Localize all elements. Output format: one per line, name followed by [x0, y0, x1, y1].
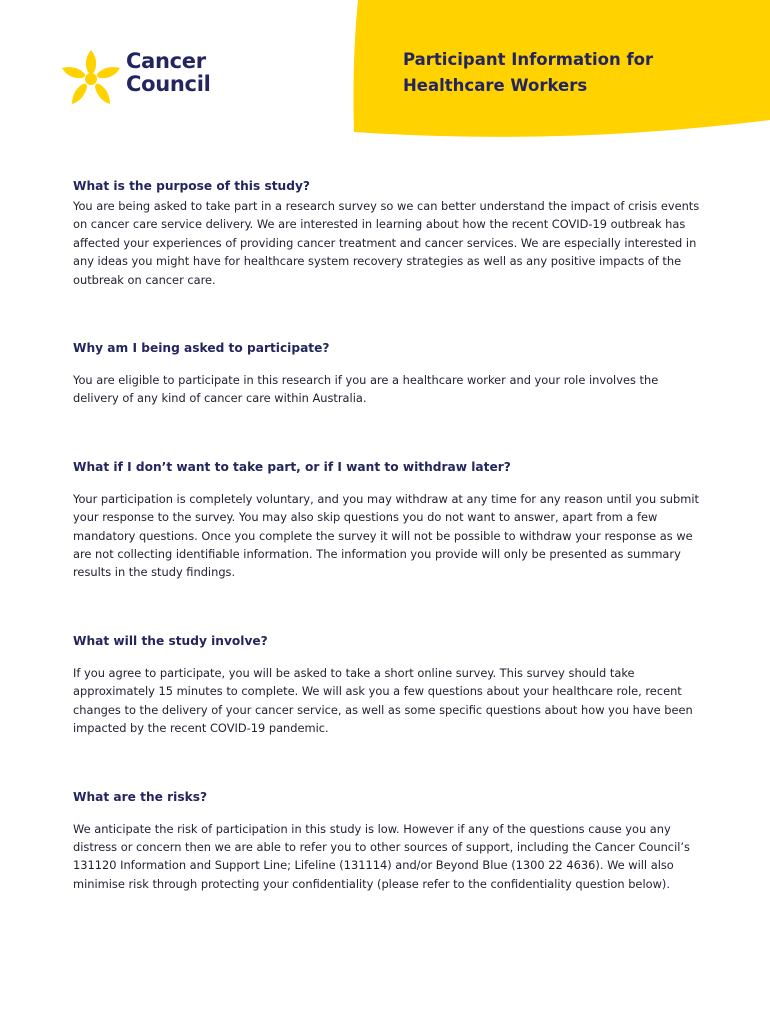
daffodil-icon [60, 48, 122, 108]
section-study-involve [73, 632, 703, 738]
section-heading: What are the risks? [73, 789, 208, 804]
document-body [73, 177, 703, 893]
section-heading: What if I don’t want to take part, or if I want to withdraw later? [73, 459, 511, 474]
logo-word-council: Council [126, 72, 211, 96]
section-why-asked [73, 339, 703, 408]
section-paragraph: You are being asked to take part in a research survey so we can better understand the impact of crisis events on cancer care service delivery. We are interested in learning about how the recent COVID-19 outbreak has affected your experiences of providing cancer treatment and cancer services. We are especially interested in any ideas you might have for healthcare system recovery strategies as well as any positive impacts of the outbreak on cancer care. [73, 199, 700, 287]
section-paragraph: We anticipate the risk of participation in this study is low. However if any of the questions cause you any distress or concern then we are able to refer you to other sources of support, including the Cancer Council’s 131120 Information and Support Line; Lifeline (131114) and/or Beyond Blue (1300 22 4636). We will also minimise risk through protecting your confidentiality (please refer to the confidentiality question below). [73, 821, 690, 891]
section-heading: What will the study involve? [73, 633, 268, 648]
section-paragraph: If you agree to participate, you will be asked to take a short online survey. This survey should take approximately 15 minutes to complete. We will ask you a few questions about your healthcare role, recent changes to the delivery of your cancer service, as well as some specific questions about how you have been impacted by the recent COVID-19 pandemic. [73, 665, 693, 736]
section-withdraw [73, 458, 703, 582]
document-title [403, 47, 743, 99]
document-title-line-1: Participant Information for [403, 50, 654, 69]
logo-word-cancer: Cancer [126, 49, 206, 73]
logo-wordmark [126, 50, 210, 96]
section-heading: What is the purpose of this study? [73, 179, 310, 193]
section-risks [73, 788, 703, 894]
section-heading: Why am I being asked to participate? [73, 341, 330, 356]
section-paragraph: Your participation is completely voluntary, and you may withdraw at any time for any reason until you submit your response to the survey. You may also skip questions you do not want to answer, apart from a few mandatory questions. Once you complete the survey it will not be possible to withdraw your response as we are not collecting identifiable information. The information you provide will only be presented as summary results in the study findings. [73, 491, 699, 580]
cancer-council-logo [60, 46, 220, 108]
document-title-line-2: Healthcare Workers [403, 76, 588, 95]
section-paragraph: You are eligible to participate in this research if you are a healthcare worker and your role involves the delivery of any kind of cancer care within Australia. [73, 373, 659, 406]
section-purpose [73, 177, 703, 289]
